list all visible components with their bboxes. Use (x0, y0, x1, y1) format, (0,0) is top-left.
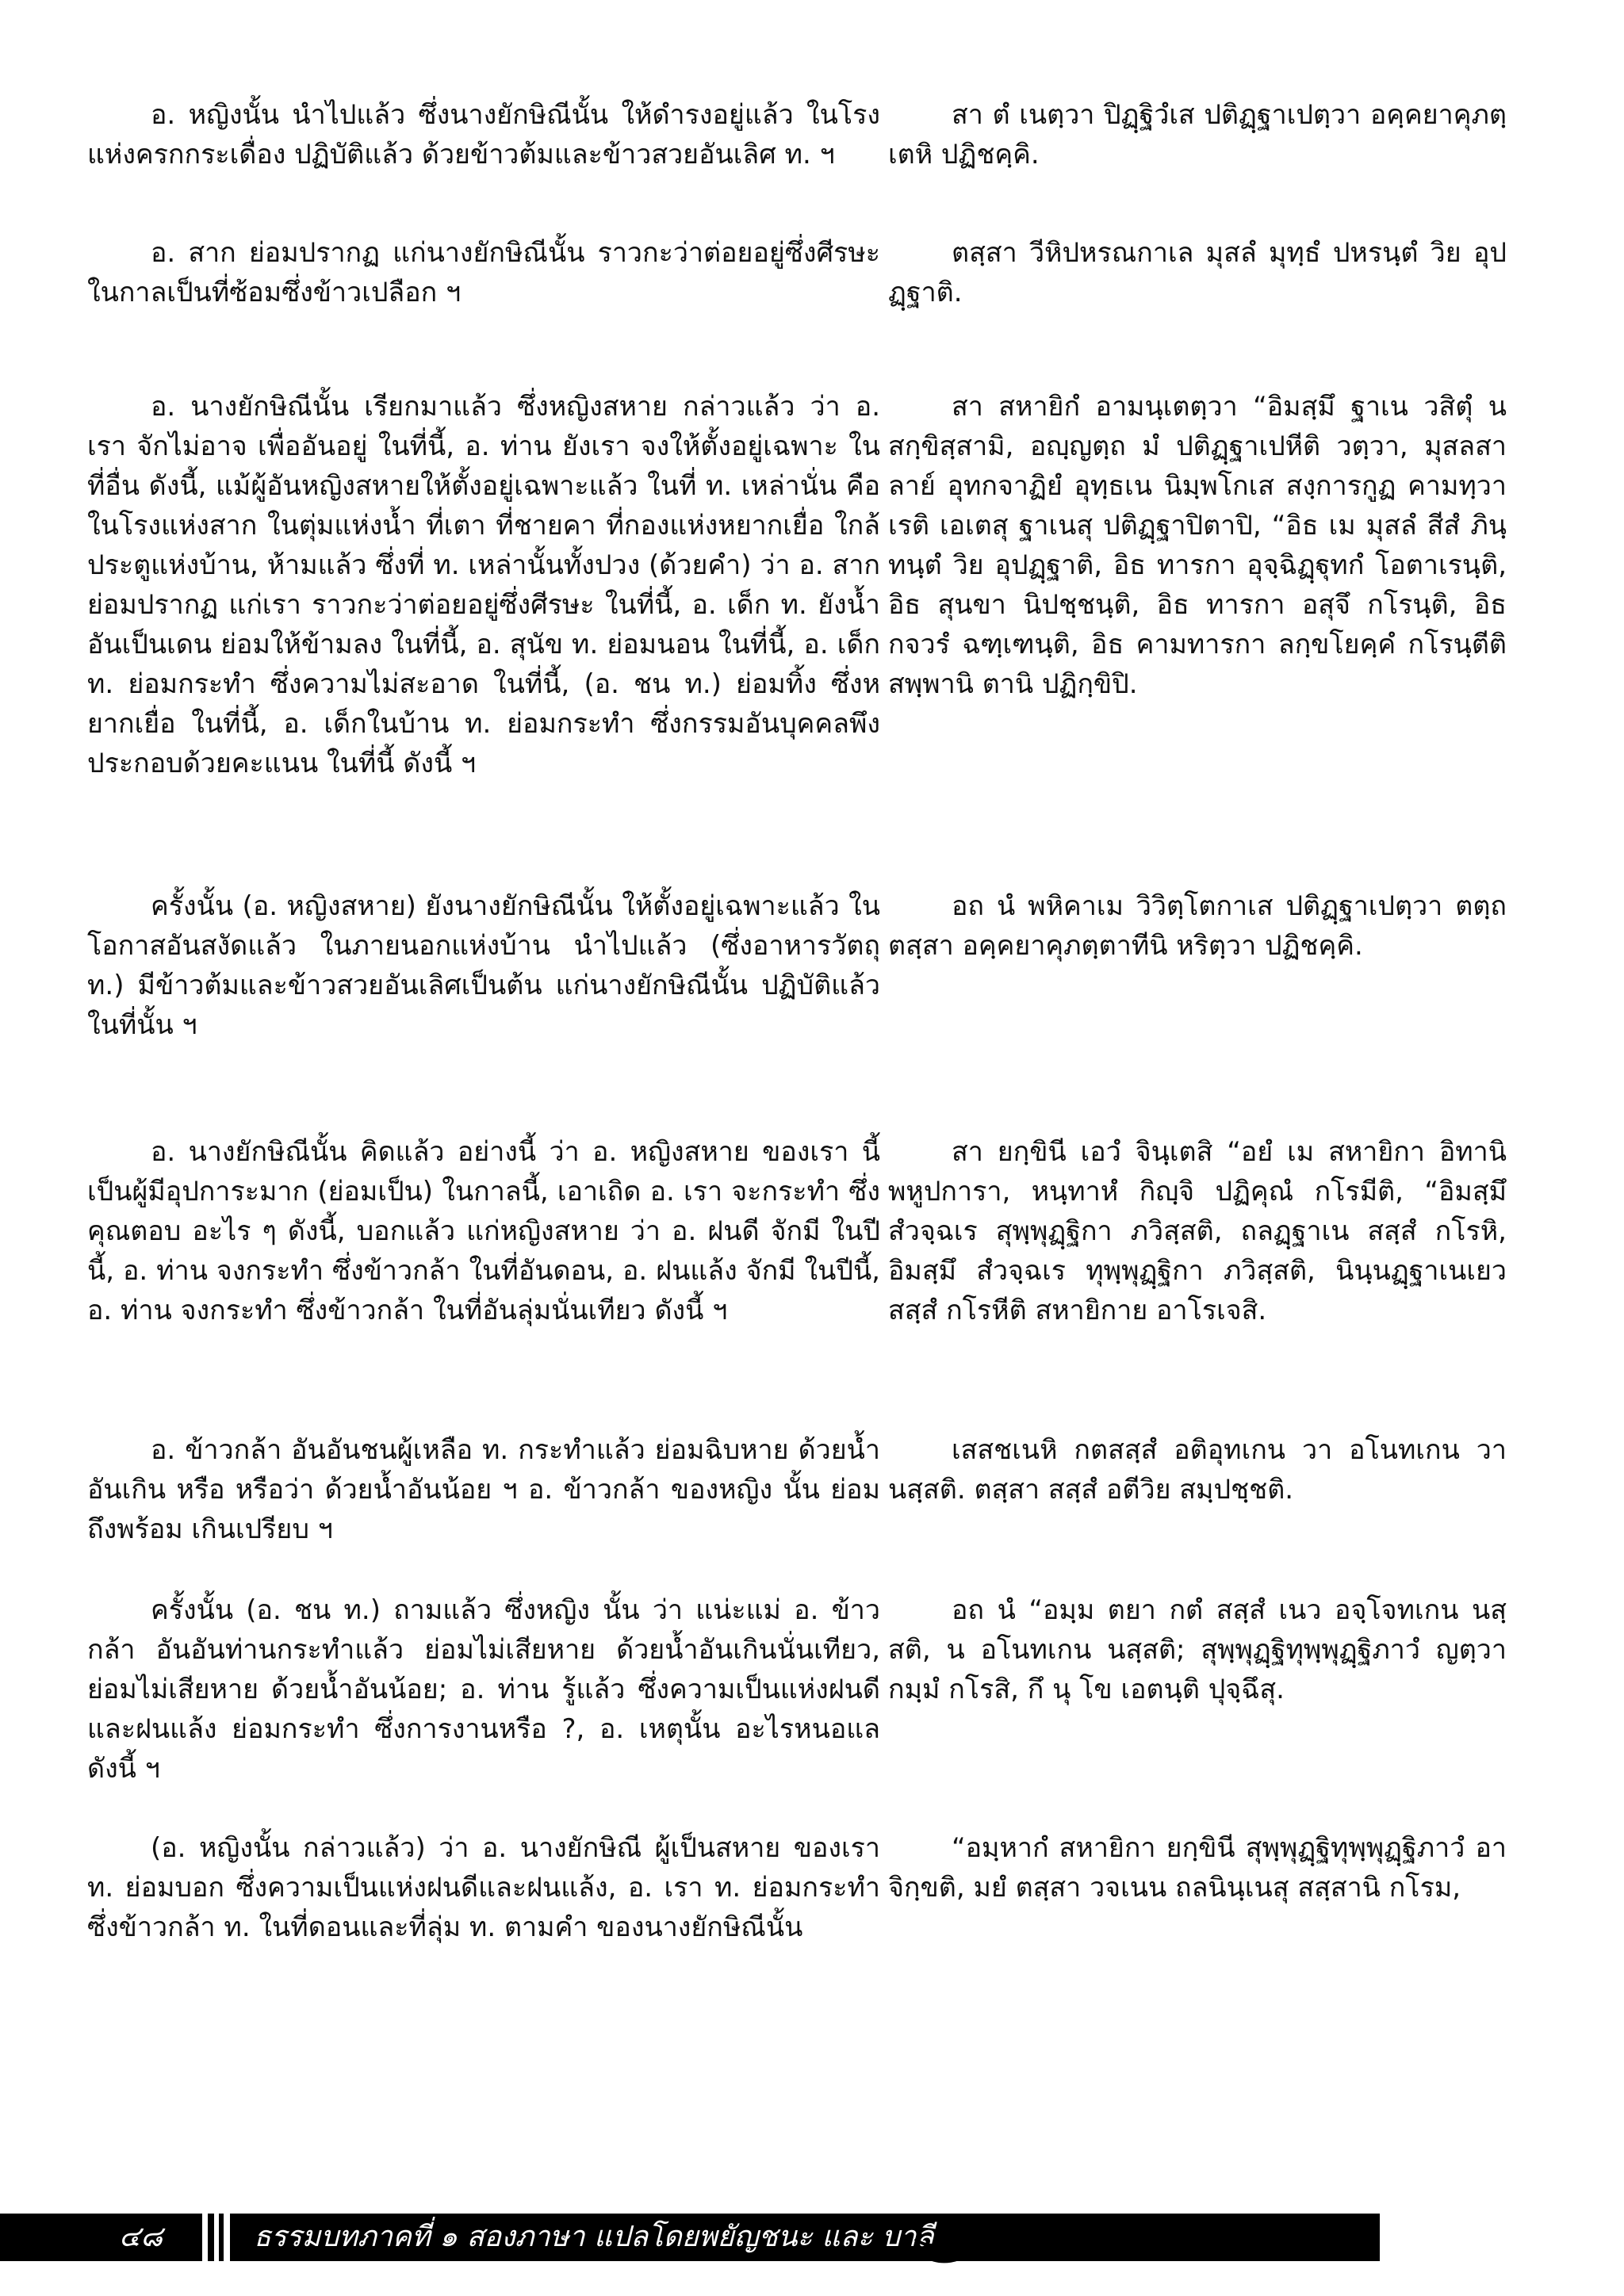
paragraph-row-2 (87, 233, 1507, 387)
paragraph-row-7 (87, 1590, 1507, 1828)
pali-source-paragraph: สา ตํ เนตฺวา ปิฏฺฐิวํเส ปติฏฺฐาเปตฺวา อคฺคยาคุภตฺเตหิ ปฏิชคฺคิ. (888, 99, 1507, 170)
pali-source-paragraph: สา สหายิกํ อามนฺเตตฺวา “อิมสฺมึ ฐาเน วสิตุํ น สกฺขิสฺสามิ, อญฺญตฺถ มํ ปติฏฺฐาเปหีติ วตฺวา, มุสลสาลาย์ อุทกจาฏิยํ อุทฺธเน นิมฺพโกเส สงฺการกูฏ คามทฺวาเรติ เอเตสุ ฐาเนสุ ปติฏฺฐาปิตาปิ, “อิธ เม มุสลํ สีสํ ภินฺทนฺตํ วิย อุปฏฺฐาติ, อิธ ทารกา อุจฺฉิฏฺฐุทกํ โอตาเรนฺติ, อิธ สุนขา นิปชฺชนฺติ, อิธ ทารกา อสุจึ กโรนฺติ, อิธ กจวรํ ฉฑฺเฑนฺติ, อิธ คามทารกา ลกฺขโยคฺคํ กโรนฺตีติ สพฺพานิ ตานิ ปฏิกฺขิปิ. (888, 391, 1507, 700)
footer-divider (219, 2214, 224, 2261)
thai-translation-paragraph: อ. ข้าวกล้า อันอันชนผู้เหลือ ท. กระทำแล้ว ย่อมฉิบหาย ด้วยน้ำอันเกิน หรือ หรือว่า ด้วยน้ำอันน้อย ฯ อ. ข้าวกล้า ของหญิง นั้น ย่อมถึงพร้อม เกินเปรียบ ฯ (87, 1434, 880, 1545)
pali-source-paragraph: อถ นํ พหิคาเม วิวิตฺโตกาเส ปติฏฺฐาเปตฺวา ตตฺถ ตสฺสา อคฺคยาคุภตฺตาทีนิ หริตฺวา ปฏิชคฺคิ. (888, 890, 1507, 962)
paragraph-row-6 (87, 1430, 1507, 1590)
thai-translation-paragraph: ครั้งนั้น (อ. ชน ท.) ถามแล้ว ซึ่งหญิง นั้น ว่า แน่ะแม่ อ. ข้าวกล้า อันอันท่านกระทำแล้ว ย่อมไม่เสียหาย ด้วยน้ำอันเกินนั่นเทียว, ย่อมไม่เสียหาย ด้วยน้ำอันน้อย; อ. ท่าน รู้แล้ว ซึ่งความเป็นแห่งฝนดีและฝนแล้ง ย่อมกระทำ ซึ่งการงานหรือ ?, อ. เหตุนั้น อะไรหนอแล ดังนี้ ฯ (87, 1594, 880, 1785)
paragraph-row-5 (87, 1132, 1507, 1430)
bilingual-text-body (87, 95, 1507, 2003)
pali-source-paragraph: อถ นํ “อมฺม ตยา กตํ สสฺสํ เนว อจฺโจทเกน นสฺสติ, น อโนทเกน นสฺสติ; สุพฺพุฏฺฐิทุพฺพุฏฺฐิภาวํ ญตฺวา กมฺมํ กโรสิ, กึ นุ โข เอตนฺติ ปุจฺฉึสุ. (888, 1594, 1507, 1705)
thai-translation-paragraph: อ. หญิงนั้น นำไปแล้ว ซึ่งนางยักษิณีนั้น ให้ดำรงอยู่แล้ว ในโรงแห่งครกกระเดื่อง ปฏิบัติแล้ว ด้วยข้าวต้มและข้าวสวยอันเลิศ ท. ฯ (87, 99, 880, 170)
pali-source-paragraph: “อมฺหากํ สหายิกา ยกฺขินี สุพฺพุฏฺฐิทุพฺพุฏฺฐิภาวํ อาจิกฺขติ, มยํ ตสฺสา วจเนน ถลนินฺเนสุ สสฺสานิ กโรม, (888, 1832, 1507, 1904)
paragraph-row-3 (87, 387, 1507, 886)
page-number: ๔๘ (119, 2221, 163, 2253)
thai-translation-paragraph: ครั้งนั้น (อ. หญิงสหาย) ยังนางยักษิณีนั้น ให้ตั้งอยู่เฉพาะแล้ว ในโอกาสอันสงัดแล้ว ในภายนอกแห่งบ้าน นำไปแล้ว (ซึ่งอาหารวัตถุ ท.) มีข้าวต้มและข้าวสวยอันเลิศเป็นต้น แก่นางยักษิณีนั้น ปฏิบัติแล้ว ในที่นั้น ฯ (87, 890, 880, 1041)
paragraph-row-8 (87, 1828, 1507, 2003)
page-footer (0, 2214, 1624, 2261)
pali-source-paragraph: ตสฺสา วีหิปหรณกาเล มุสลํ มุทฺธํ ปหรนฺตํ วิย อุปฏฺฐาติ. (888, 237, 1507, 308)
paragraph-row-1 (87, 95, 1507, 233)
pali-source-paragraph: สา ยกฺขินี เอวํ จินฺเตสิ “อยํ เม สหายิกา อิทานิ พหูปการา, หนฺทาหํ กิญฺจิ ปฏิคุณํ กโรมีติ, “อิมสฺมึ สํวจฺฉเร สุพฺพุฏฺฐิกา ภวิสฺสติ, ถลฏฺฐาเน สสฺสํ กโรหิ, อิมสฺมึ สํวจฺฉเร ทุพฺพุฏฺฐิกา ภวิสฺสติ, นินฺนฏฺฐาเนเยว สสฺสํ กโรหีติ สหายิกาย อาโรเจสิ. (888, 1136, 1507, 1326)
footer-left-bar (0, 2214, 202, 2261)
thai-translation-paragraph: (อ. หญิงนั้น กล่าวแล้ว) ว่า อ. นางยักษิณี ผู้เป็นสหาย ของเรา ท. ย่อมบอก ซึ่งความเป็นแห่งฝนดีและฝนแล้ง, อ. เรา ท. ย่อมกระทำ ซึ่งข้าวกล้า ท. ในที่ดอนและที่ลุ่ม ท. ตามคำ ของนางยักษิณีนั้น (87, 1832, 880, 1943)
thai-translation-paragraph: อ. นางยักษิณีนั้น คิดแล้ว อย่างนี้ ว่า อ. หญิงสหาย ของเรา นี้ เป็นผู้มีอุปการะมาก (ย่อมเป็น) ในกาลนี้, เอาเถิด อ. เรา จะกระทำ ซึ่งคุณตอบ อะไร ๆ ดังนี้, บอกแล้ว แก่หญิงสหาย ว่า อ. ฝนดี จักมี ในปีนี้, อ. ท่าน จงกระทำ ซึ่งข้าวกล้า ในที่อันดอน, อ. ฝนแล้ง จักมี ในปีนี้, อ. ท่าน จงกระทำ ซึ่งข้าวกล้า ในที่อันลุ่มนั่นเทียว ดังนี้ ฯ (87, 1136, 880, 1326)
paragraph-row-4 (87, 886, 1507, 1132)
pali-source-paragraph: เสสชเนหิ กตสสฺสํ อติอุทเกน วา อโนทเกน วา นสฺสติ. ตสฺสา สสฺสํ อตีวิย สมฺปชฺชติ. (888, 1434, 1507, 1506)
footer-divider (208, 2214, 214, 2261)
thai-translation-paragraph: อ. นางยักษิณีนั้น เรียกมาแล้ว ซึ่งหญิงสหาย กล่าวแล้ว ว่า อ. เรา จักไม่อาจ เพื่ออันอยู่ ในที่นี้, อ. ท่าน ยังเรา จงให้ตั้งอยู่เฉพาะ ในที่อื่น ดังนี้, แม้ผู้อันหญิงสหายให้ตั้งอยู่เฉพาะแล้ว ในที่ ท. เหล่านั่น คือในโรงแห่งสาก ในตุ่มแห่งน้ำ ที่เตา ที่ชายคา ที่กองแห่งหยากเยื่อ ใกล้ประตูแห่งบ้าน, ห้ามแล้ว ซึ่งที่ ท. เหล่านั้นทั้งปวง (ด้วยคำ) ว่า อ. สาก ย่อมปรากฏ แก่เรา ราวกะว่าต่อยอยู่ซึ่งศีรษะ ในที่นี้, อ. เด็ก ท. ยังน้ำอันเป็นเดน ย่อมให้ข้ามลง ในที่นี้, อ. สุนัข ท. ย่อมนอน ในที่นี้, อ. เด็ก ท. ย่อมกระทำ ซึ่งความไม่สะอาด ในที่นี้, (อ. ชน ท.) ย่อมทิ้ง ซึ่งหยากเยื่อ ในที่นี้, อ. เด็กในบ้าน ท. ย่อมกระทำ ซึ่งกรรมอันบุคคลพึงประกอบด้วยคะแนน ในที่นี้ ดังนี้ ฯ (87, 391, 880, 779)
thai-translation-paragraph: อ. สาก ย่อมปรากฏ แก่นางยักษิณีนั้น ราวกะว่าต่อยอยู่ซึ่งศีรษะ ในกาลเป็นที่ซ้อมซึ่งข้าวเปลือก ฯ (87, 237, 880, 308)
book-title: ธรรมบทภาคที่ ๑ สองภาษา แปลโดยพยัญชนะ และ บาลี (254, 2221, 934, 2253)
ornament-swirl-icon (912, 2207, 983, 2267)
